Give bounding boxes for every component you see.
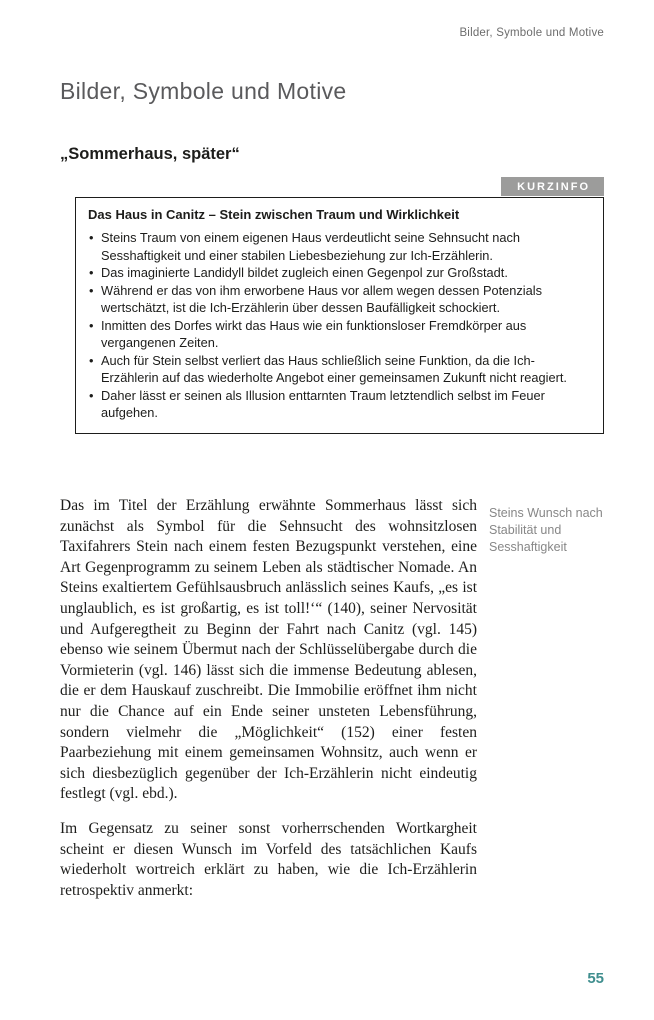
kurzinfo-title: Das Haus in Canitz – Stein zwischen Traum und Wirklichkeit [88,207,460,222]
page-number: 55 [587,970,604,987]
section-title: „Sommerhaus, später“ [60,145,240,163]
body-paragraph-2: Im Gegensatz zu seiner sonst vorherrschenden Wortkargheit scheint er diesen Wunsch im Vorfeld des tatsächlichen Kaufs wiederholt wortreich erklärt zu haben, wie die Ich-Erzählerin retrospektiv anmerkt: [60,819,477,899]
kurzinfo-bullet: • Während er das von ihm erworbene Haus vor allem wegen dessen Potenzials wertschätzt, ist die Ich-Erzählerin über dessen Baufälligkeit schockiert. [88,282,591,317]
kurzinfo-bullet: • Daher lässt er seinen als Illusion enttarnten Traum letztendlich selbst im Feuer aufgehen. [88,387,591,422]
margin-note: Steins Wunsch nach Stabilität und Sesshaftigkeit [489,506,603,554]
body-text-column [60,496,477,901]
kurzinfo-bullet: • Das imaginierte Landidyll bildet zugleich einen Gegenpol zur Großstadt. [88,264,591,282]
chapter-title: Bilder, Symbole und Motive [60,78,347,104]
kurzinfo-bullet: • Inmitten des Dorfes wirkt das Haus wie ein funktionsloser Fremdkörper aus vergangenen Zeiten. [88,317,591,352]
kurzinfo-box [75,197,604,434]
kurzinfo-bullet: • Auch für Stein selbst verliert das Haus schließlich seine Funktion, da die Ich-Erzählerin auf das wiederholte Angebot einer gemeinsamen Zukunft nicht reagiert. [88,352,591,387]
kurzinfo-list [88,229,591,422]
kurzinfo-badge: KURZINFO [501,177,604,196]
body-paragraph-1: Das im Titel der Erzählung erwähnte Sommerhaus lässt sich zunächst als Symbol für die Sehnsucht des wohnsitzlosen Taxifahrers Stein nach einem festen Bezugspunkt verstehen, eine Art Gegenprogramm zu seinem Leben als städtischer Nomade. An Steins exaltiertem Gefühlsausbruch anlässlich seines Kaufs, „es ist unglaublich, es ist großartig, es ist toll!‘“ (140), seiner Nervosität und Aufgeregtheit zu Beginn der Fahrt nach Canitz (vgl. 145) ebenso wie seinem Übermut nach der Schlüsselübergabe durch die Vormieterin (vgl. 146) lässt sich die immense Bedeutung ablesen, die er dem Hauskauf zuschreibt. Die Immobilie eröffnet ihm nicht nur die Chance auf ein Ende seiner unsteten Lebensführung, sondern vielmehr die „Möglichkeit“ (152) einer festen Paarbeziehung mit einem gemeinsamen Wohnsitz, auch wenn er sich diesbezüglich gegenüber der Ich-Erzählerin nicht eindeutig festlegt (vgl. ebd.). [60,497,477,803]
running-header: Bilder, Symbole und Motive [459,27,604,39]
kurzinfo-bullet: • Steins Traum von einem eigenen Haus verdeutlicht seine Sehnsucht nach Sesshaftigkeit und einer stabilen Liebesbeziehung zur Ich-Erzählerin. [88,229,591,264]
